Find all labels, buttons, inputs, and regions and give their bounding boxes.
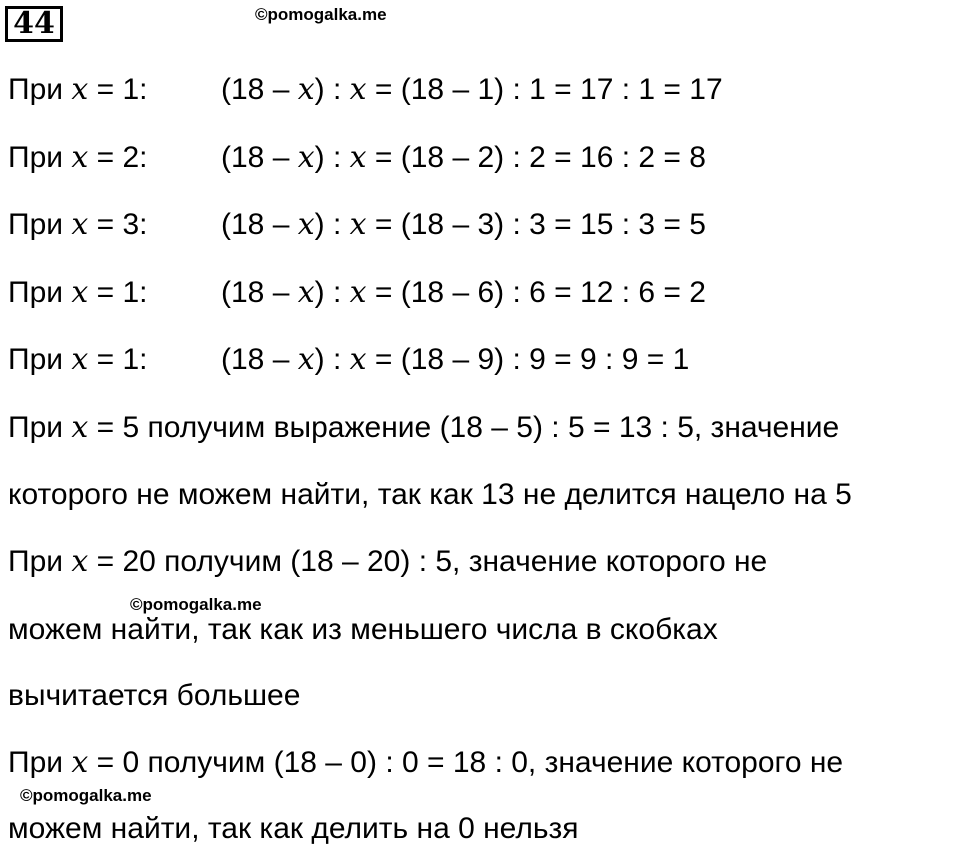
problem-number-badge — [5, 6, 63, 42]
para-x20-line2: можем найти, так как из меньшего числа в скобках — [8, 613, 718, 646]
variable-x: x — [71, 342, 89, 377]
para-x5-line1: При x = 5 получим выражение (18 – 5) : 5 = 13 : 5, значение — [8, 410, 840, 445]
calc-expression: (18 – x) : x = (18 – 2) : 2 = 16 : 2 = 8 — [221, 140, 706, 175]
calc-expression: (18 – x) : x = (18 – 1) : 1 = 17 : 1 = 17 — [221, 72, 723, 107]
calc-expression: (18 – x) : x = (18 – 3) : 3 = 15 : 3 = 5 — [221, 207, 706, 242]
variable-x: x — [71, 745, 89, 780]
watermark-bottom: ©pomogalka.me — [20, 786, 152, 805]
variable-x: x — [71, 410, 89, 445]
watermark-middle: ©pomogalka.me — [130, 595, 262, 614]
variable-x: x — [71, 72, 89, 107]
variable-x: x — [71, 275, 89, 310]
variable-x: x — [71, 207, 89, 242]
problem-number: 44 — [13, 6, 55, 41]
calc-row-1: При x = 1: (18 – x) : x = (18 – 1) : 1 = 17 : 1 = 17 — [8, 72, 723, 107]
variable-x: x — [71, 140, 89, 175]
para-x0-line1: При x = 0 получим (18 – 0) : 0 = 18 : 0, значение которого не — [8, 745, 844, 780]
calc-expression: (18 – x) : x = (18 – 9) : 9 = 9 : 9 = 1 — [221, 342, 690, 377]
calc-row-3: При x = 3: (18 – x) : x = (18 – 3) : 3 = 15 : 3 = 5 — [8, 207, 706, 242]
calc-row-5: При x = 1: (18 – x) : x = (18 – 9) : 9 = 9 : 9 = 1 — [8, 342, 690, 377]
para-x20-line1: При x = 20 получим (18 – 20) : 5, значение которого не — [8, 544, 768, 579]
variable-x: x — [71, 544, 89, 579]
watermark-top: ©pomogalka.me — [255, 5, 387, 24]
calc-row-2: При x = 2: (18 – x) : x = (18 – 2) : 2 = 16 : 2 = 8 — [8, 140, 706, 175]
para-x0-line2: можем найти, так как делить на 0 нельзя — [8, 812, 579, 845]
calc-row-4: При x = 1: (18 – x) : x = (18 – 6) : 6 = 12 : 6 = 2 — [8, 275, 706, 310]
calc-expression: (18 – x) : x = (18 – 6) : 6 = 12 : 6 = 2 — [221, 275, 706, 310]
para-x5-line2: которого не можем найти, так как 13 не делится нацело на 5 — [8, 478, 852, 511]
para-x20-line3: вычитается большее — [8, 679, 301, 712]
